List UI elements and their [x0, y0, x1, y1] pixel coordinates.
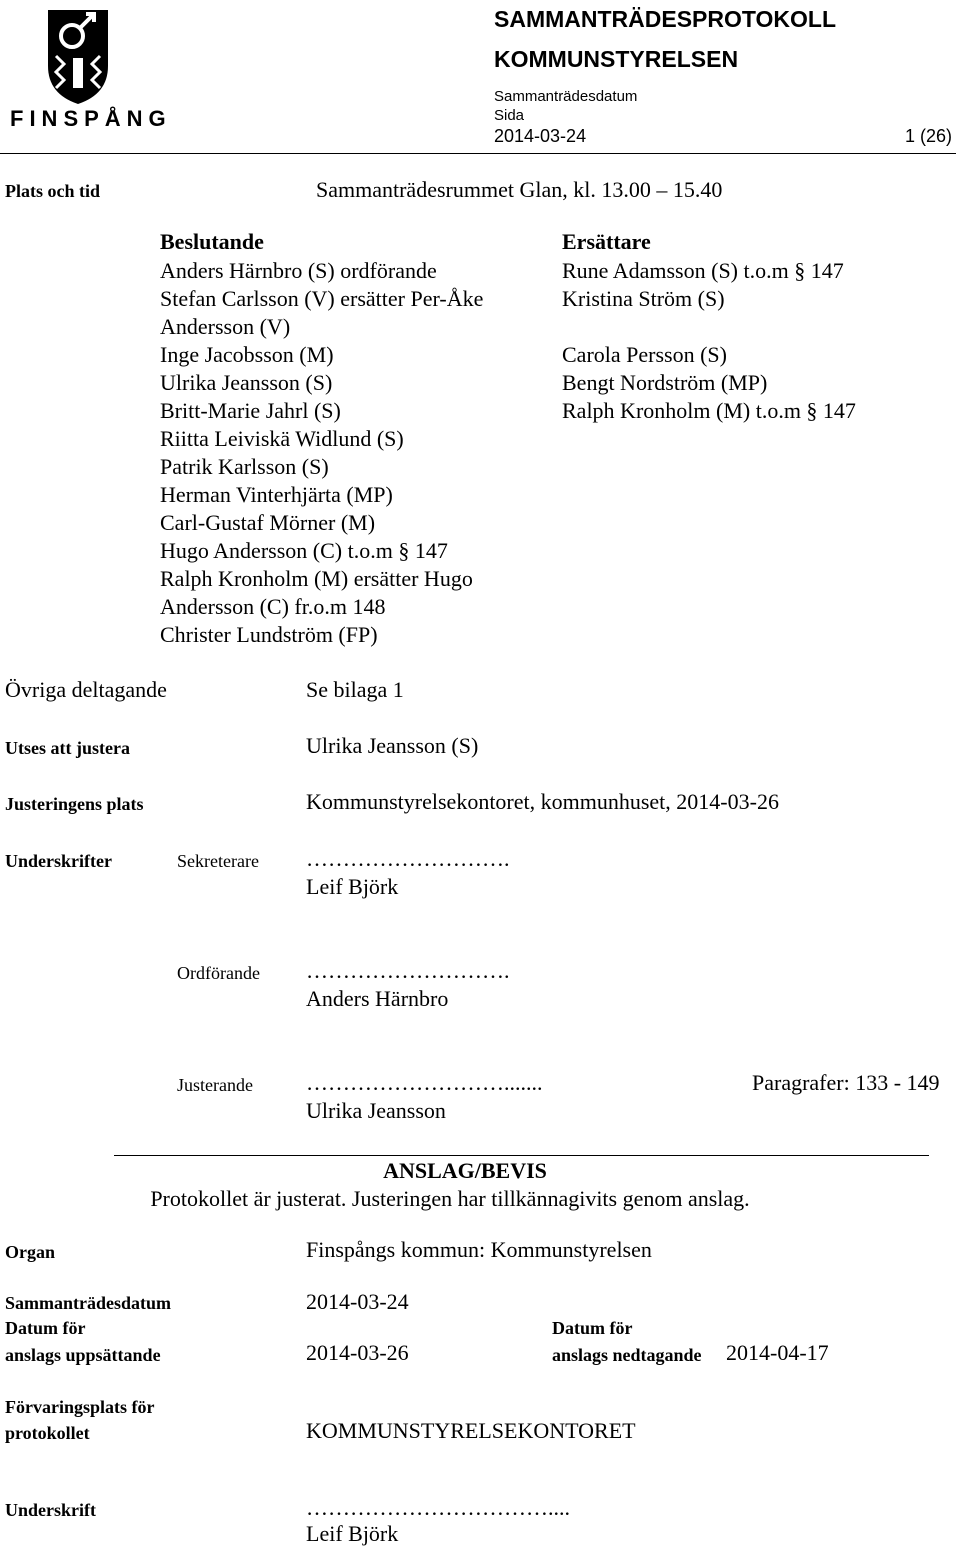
- underskrift-signature-line: ……………………………....: [306, 1495, 570, 1520]
- list-item: Andersson (V): [160, 314, 291, 339]
- ordforande-signature-line: ……………………….: [306, 958, 510, 983]
- list-item: Ralph Kronholm (M) ersätter Hugo: [160, 566, 473, 591]
- justerande-name: Ulrika Jeansson: [306, 1098, 446, 1123]
- coat-of-arms-icon: [8, 6, 148, 106]
- forvaring-value: KOMMUNSTYRELSEKONTORET: [306, 1418, 636, 1443]
- finspang-logo: [8, 6, 172, 131]
- list-item: Britt-Marie Jahrl (S): [160, 398, 341, 423]
- underskrifter-label: Underskrifter: [5, 851, 112, 871]
- justerande-role: Justerande: [177, 1075, 253, 1095]
- nedtagande-label-2: anslags nedtagande: [552, 1345, 702, 1365]
- list-item: Andersson (C) fr.o.m 148: [160, 594, 386, 619]
- doc-title: SAMMANTRÄDESPROTOKOLL: [494, 6, 837, 32]
- uppsattande-label-2: anslags uppsättande: [5, 1345, 161, 1365]
- ordforande-name: Anders Härnbro: [306, 986, 449, 1011]
- plats-label: Plats och tid: [5, 181, 101, 201]
- list-item: Carola Persson (S): [562, 342, 727, 367]
- list-item: Herman Vinterhjärta (MP): [160, 482, 393, 507]
- header-rule: [0, 153, 956, 154]
- list-item: Christer Lundström (FP): [160, 622, 378, 647]
- nedtagande-value: 2014-04-17: [726, 1340, 829, 1365]
- ovriga-value: Se bilaga 1: [306, 677, 404, 702]
- anslag-rule: [114, 1155, 929, 1156]
- ovriga-label: Övriga deltagande: [5, 677, 167, 702]
- forvaring-label-1: Förvaringsplats för: [5, 1397, 155, 1417]
- list-item: Patrik Karlsson (S): [160, 454, 329, 479]
- paragrafer: Paragrafer: 133 - 149: [752, 1070, 940, 1095]
- list-item: Riitta Leiviskä Widlund (S): [160, 426, 404, 451]
- sdatum-label: Sammanträdesdatum: [5, 1293, 172, 1313]
- ordforande-role: Ordförande: [177, 963, 260, 983]
- sekreterare-signature-line: ……………………….: [306, 846, 510, 871]
- date-label: Sammanträdesdatum: [494, 88, 638, 105]
- list-item: Carl-Gustaf Mörner (M): [160, 510, 376, 535]
- ersattare-list: [562, 257, 856, 425]
- plats-value: Sammanträdesrummet Glan, kl. 13.00 – 15.40: [316, 177, 723, 202]
- organ-value: Finspångs kommun: Kommunstyrelsen: [306, 1237, 652, 1262]
- organ-label: Organ: [5, 1242, 56, 1262]
- forvaring-label-2: protokollet: [5, 1423, 90, 1443]
- anslag-title: ANSLAG/BEVIS: [383, 1158, 547, 1183]
- sekreterare-name: Leif Björk: [306, 874, 399, 899]
- underskrift-name: Leif Björk: [306, 1521, 399, 1546]
- utses-value: Ulrika Jeansson (S): [306, 733, 479, 758]
- list-item: [562, 313, 856, 341]
- anslag-text: Protokollet är justerat. Justeringen har tillkännagivits genom anslag.: [150, 1186, 750, 1211]
- list-item: Hugo Andersson (C) t.o.m § 147: [160, 538, 448, 563]
- sekreterare-role: Sekreterare: [177, 851, 259, 871]
- list-item: Inge Jacobsson (M): [160, 342, 334, 367]
- justeringens-value: Kommunstyrelsekontoret, kommunhuset, 2014-03-26: [306, 789, 779, 814]
- header-date: 2014-03-24: [494, 126, 587, 146]
- list-item: Stefan Carlsson (V) ersätter Per-Åke: [160, 286, 484, 311]
- utses-label: Utses att justera: [5, 738, 130, 758]
- list-item: Bengt Nordström (MP): [562, 370, 768, 395]
- sdatum-value: 2014-03-24: [306, 1289, 409, 1314]
- page-number: 1 (26): [904, 126, 952, 146]
- nedtagande-label-1: Datum för: [552, 1318, 633, 1338]
- uppsattande-value: 2014-03-26: [306, 1340, 409, 1365]
- page-label: Sida: [494, 107, 525, 124]
- justerande-signature-line: ……………………….......: [306, 1070, 543, 1095]
- uppsattande-label-1: Datum för: [5, 1318, 86, 1338]
- justeringens-label: Justeringens plats: [5, 794, 144, 814]
- list-item: Anders Härnbro (S) ordförande: [160, 258, 437, 283]
- underskrift-label: Underskrift: [5, 1500, 96, 1520]
- doc-subtitle: KOMMUNSTYRELSEN: [494, 46, 739, 72]
- beslutande-heading: Beslutande: [160, 229, 264, 254]
- list-item: Ulrika Jeansson (S): [160, 370, 333, 395]
- list-item: Rune Adamsson (S) t.o.m § 147: [562, 258, 844, 283]
- list-item: Kristina Ström (S): [562, 286, 725, 311]
- logo-text: FINSPÅNG: [10, 106, 172, 131]
- list-item: Ralph Kronholm (M) t.o.m § 147: [562, 398, 856, 423]
- beslutande-list: [160, 257, 483, 649]
- ersattare-heading: Ersättare: [562, 229, 651, 254]
